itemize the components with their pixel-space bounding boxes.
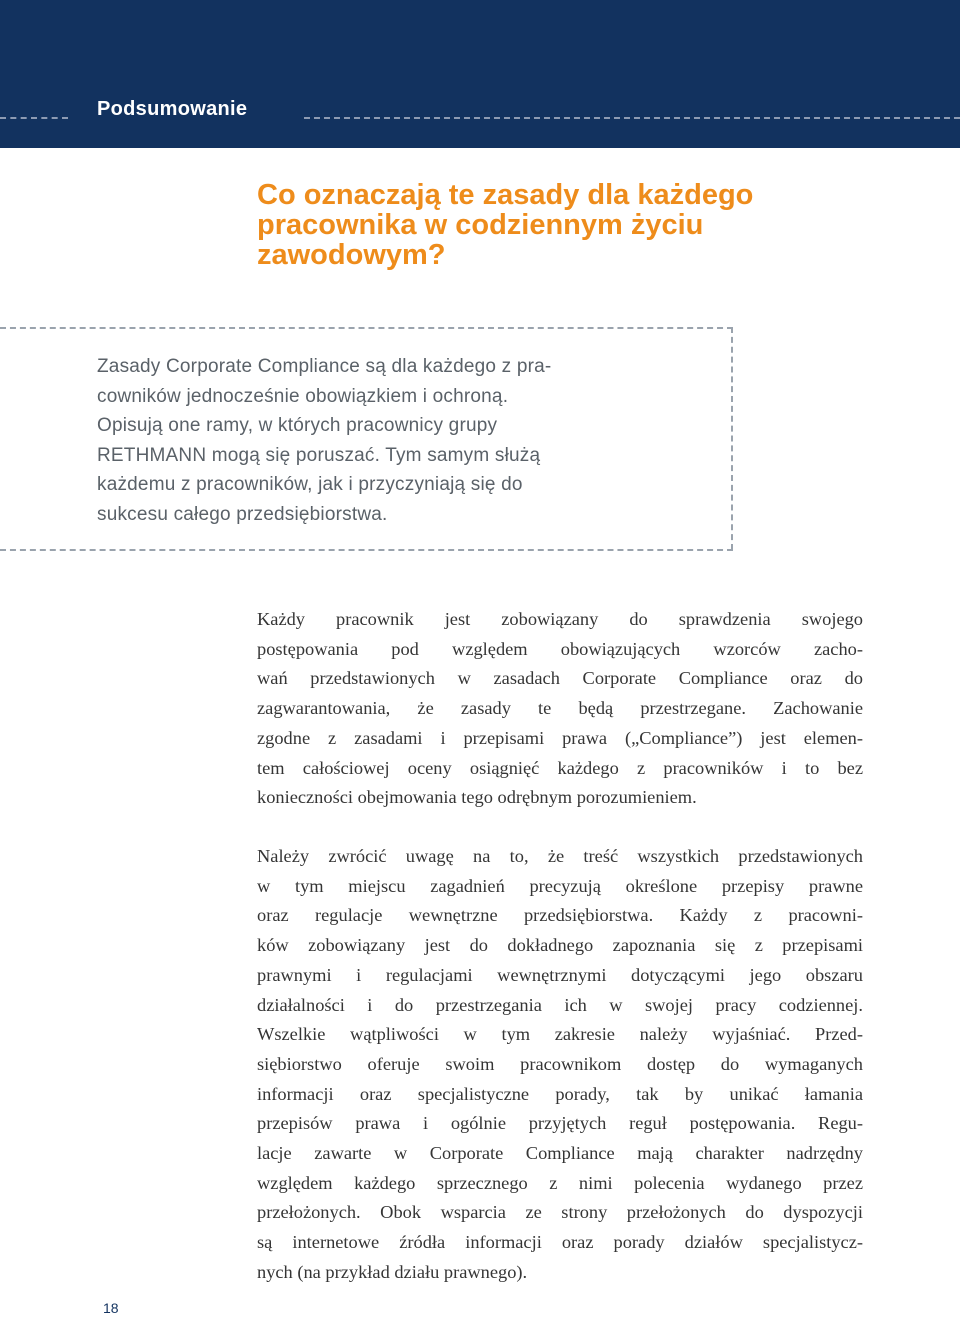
heading-line: zawodowym? [257,239,446,271]
section-title: Podsumowanie [97,98,248,120]
paragraph-line: lacje zawarte w Corporate Compliance mają charakter nadrzędny [257,1143,863,1164]
intro-line: RETHMANN mogą się poruszać. Tym samym służą [97,444,541,466]
paragraph-line: konieczności obejmowania tego odrębnym porozumieniem. [257,787,697,808]
paragraph-line: wań przedstawionych w zasadach Corporate Compliance oraz do [257,668,863,689]
intro-box-bottom-border [0,549,733,551]
paragraph-line: postępowania pod względem obowiązujących wzorców zacho- [257,638,863,659]
heading-line: pracownika w codziennym życiu [257,209,704,241]
page-heading [257,180,897,270]
paragraph-line: informacji oraz specjalistyczne porady, tak by unikać łamania [257,1083,863,1104]
page-header-band [0,0,960,148]
heading-line: Co oznaczają te zasady dla każdego [257,179,754,211]
paragraph-line: działalności i do przestrzegania ich w swojej pracy codziennej. [257,994,863,1015]
paragraph-line: względem każdego sprzecznego z nimi polecenia wydanego przez [257,1172,863,1193]
paragraph-line: oraz regulacje wewnętrzne przedsiębiorstwa. Każdy z pracowni- [257,905,863,926]
page-number: 18 [103,1300,119,1316]
paragraph-line: zgodne z zasadami i przepisami prawa („Compliance”) jest elemen- [257,727,863,748]
paragraph-line: ków zobowiązany jest do dokładnego zapoznania się z przepisami [257,935,863,956]
paragraph-line: przełożonych. Obok wsparcia ze strony przełożonych do dyspozycji [257,1202,863,1223]
paragraph-line: są internetowe źródła informacji oraz porady działów specjalistycz- [257,1232,863,1253]
intro-line: Zasady Corporate Compliance są dla każdego z pra- [97,356,552,377]
intro-box-right-border [731,327,733,550]
intro-line: sukcesu całego przedsiębiorstwa. [97,503,388,525]
paragraph-line: zagwarantowania, że zasady te będą przestrzegane. Zachowanie [257,698,863,719]
intro-box-top-border [0,327,733,329]
paragraph-line: siębiorstwo oferuje swoim pracownikom dostęp do wymaganych [257,1053,863,1074]
paragraph-line: Należy zwrócić uwagę na to, że treść wszystkich przedstawionych [257,846,863,866]
intro-summary [97,352,717,529]
intro-line: Opisują one ramy, w których pracownicy grupy [97,415,498,436]
paragraph-line: w tym miejscu zagadnień precyzują określone przepisy prawne [257,875,863,896]
paragraph-line: prawnymi i regulacjami wewnętrznymi dotyczącymi jego obszaru [257,964,863,985]
paragraph-line: przepisów prawa i ogólnie przyjętych reguł postępowania. Regu- [257,1113,863,1134]
paragraph-line: Każdy pracownik jest zobowiązany do sprawdzenia swojego [257,609,863,629]
header-dashed-rule-right [304,117,960,119]
paragraph-line: Wszelkie wątpliwości w tym zakresie należy wyjaśniać. Przed- [257,1024,863,1045]
intro-line: cowników jednocześnie obowiązkiem i ochroną. [97,385,509,407]
body-paragraph-2 [257,842,863,1288]
body-paragraph-1 [257,605,863,813]
header-dashed-rule-left [0,117,68,119]
paragraph-line: tem całościowej oceny osiągnięć każdego z pracowników i to bez [257,757,863,778]
intro-line: każdemu z pracowników, jak i przyczyniają się do [97,474,523,495]
paragraph-line: nych (na przykład działu prawnego). [257,1261,528,1282]
